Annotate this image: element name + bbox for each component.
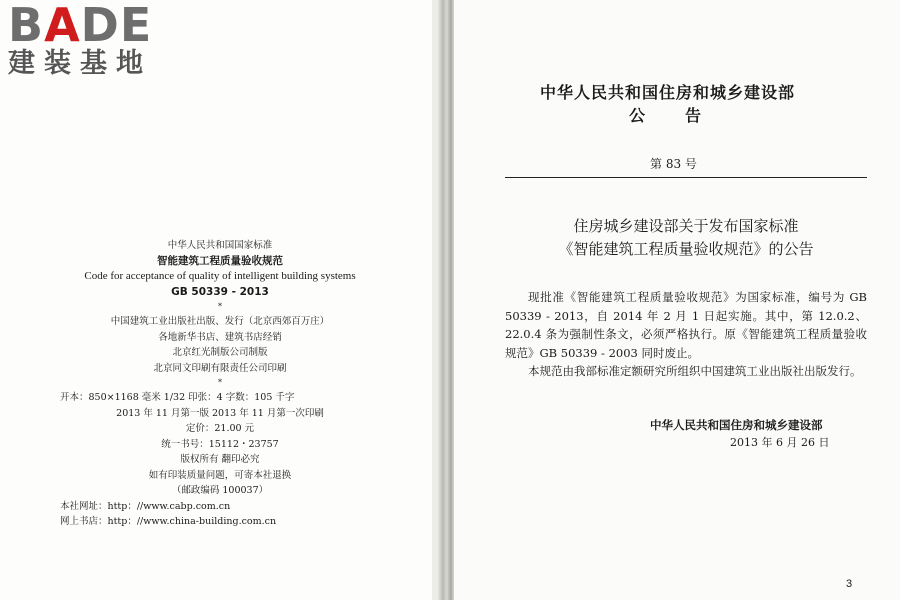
format-line: 开本：850×1168 毫米 1/32 印张：4 字数：105 千字 xyxy=(60,392,295,403)
typesetter-line: 北京红光制版公司制版 xyxy=(172,347,268,358)
website-line: 本社网址：http：//www.cabp.com.cn xyxy=(60,500,231,512)
printer-line: 北京同文印刷有限责任公司印刷 xyxy=(153,362,287,374)
body-paragraph-2: 本规范由我部标准定额研究所组织中国建筑工业出版社出版发行。 xyxy=(528,364,862,378)
postcode-line: （邮政编码 100037） xyxy=(171,485,269,496)
publisher-line: 中国建筑工业出版社出版、发行（北京西郊百万庄） xyxy=(110,316,330,327)
ministry-title: 中华人民共和国住房和城乡建设部 xyxy=(540,83,796,102)
book-title-cn: 智能建筑工程质量验收规范 xyxy=(157,254,283,267)
book-spine xyxy=(438,0,454,600)
separator-star: * xyxy=(218,378,222,387)
headline-line-1: 住房城乡建设部关于发布国家标准 xyxy=(573,217,799,235)
separator-star: * xyxy=(218,302,222,311)
announcement-headline xyxy=(505,215,867,261)
page-number: 3 xyxy=(846,578,853,590)
signing-date: 2013 年 6 月 26 日 xyxy=(730,436,830,449)
signing-organization: 中华人民共和国住房和城乡建设部 xyxy=(650,418,823,432)
standard-series: 中华人民共和国国家标准 xyxy=(167,240,273,251)
announcement-heading: 公告 xyxy=(628,106,741,125)
distributor-line: 各地新华书店、建筑书店经销 xyxy=(158,331,282,343)
announcement-body xyxy=(505,288,867,381)
issue-number: 第 83 号 xyxy=(650,157,697,171)
body-paragraph-1: 现批准《智能建筑工程质量验收规范》为国家标准，编号为 GB 50339 - 2013，自 2014 年 2 月 1 日起实施。其中，第 12.0.2、22.0.4 条为强制性条文，必须严格执行。原《智能建筑工程质量验收规范》GB 50339 - 2003 同时废止。 xyxy=(505,290,867,360)
heading-rule xyxy=(505,177,867,178)
bade-logo xyxy=(6,0,176,83)
online-store-line: 网上书店：http：//www.china-building.com.cn xyxy=(60,516,277,527)
headline-line-2: 《智能建筑工程质量验收规范》的公告 xyxy=(558,240,814,258)
quality-note-line: 如有印装质量问题，可寄本社退换 xyxy=(148,469,292,481)
edition-line: 2013 年 11 月第一版 2013 年 11 月第一次印刷 xyxy=(116,407,324,419)
copyright-line: 版权所有 翻印必究 xyxy=(180,454,260,465)
logo-chinese: 建装基地 xyxy=(8,48,152,79)
logo-wordmark: BADE xyxy=(8,0,153,52)
left-page xyxy=(0,0,438,600)
price-line: 定价：21.00 元 xyxy=(185,423,255,434)
book-title-en: Code for acceptance of quality of intelligent building systems xyxy=(84,270,356,282)
colophon xyxy=(60,238,380,530)
book-number-line: 统一书号：15112・23757 xyxy=(161,438,279,450)
standard-code: GB 50339 - 2013 xyxy=(171,285,269,298)
